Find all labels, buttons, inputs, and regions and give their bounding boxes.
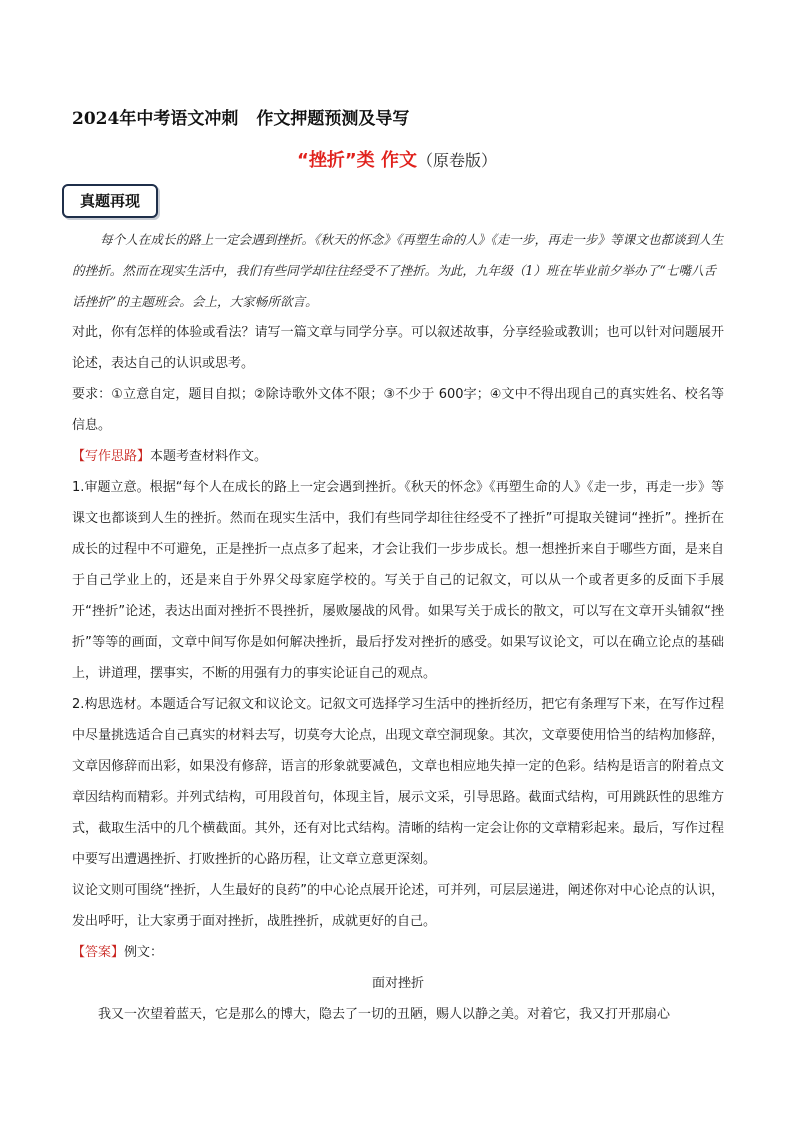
subtitle-topic: “挫折”类 作文 [297,150,417,171]
section-heading: 真题再现 [79,192,140,210]
prompt-material: 每个人在成长的路上一定会遇到挫折。《秋天的怀念》《再塑生命的人》《走一步，再走一步》等课文也都谈到人生的挫折。然而在现实生活中，我们有些同学却往往经受不了挫折。为此，九年级（1）班在毕业前夕举办了“七嘴八舌话挫折”的主题班会。会上，大家畅所欲言。 [72,232,724,309]
section-heading-box [62,184,158,218]
essay-first-line: 我又一次望着蓝天，它是那么的博大，隐去了一切的丑陋，赐人以静之美。对着它，我又打开那扇心 [98,1007,671,1022]
analysis-point-1: 1.审题立意。根据“每个人在成长的路上一定会遇到挫折。《秋天的怀念》《再塑生命的人》《走一步，再走一步》等课文也都谈到人生的挫折。然而在现实生活中，我们有些同学却往往经受不了挫折”可提取关键词“挫折”。挫折在成长的过程中不可避免，正是挫折一点点多了起来，才会让我们一步步成长。想一想挫折来自于哪些方面，是来自于自己学业上的，还是来自于外界父母家庭学校的。写关于自己的记叙文，可以从一个或者更多的反面下手展开“挫折”论述，表达出面对挫折不畏挫折，屡败屡战的风骨。如果写关于成长的散文，可以写在文章开头铺叙“挫折”等等的画面，文章中间写你是如何解决挫折，最后抒发对挫折的感受。如果写议论文，可以在确立论点的基础上，讲道理，摆事实，不断的用强有力的事实论证自己的观点。 [72,480,724,681]
document-title-part2: 作文押题预测及导写 [256,109,410,129]
answer-heading [72,937,724,968]
essay-title: 面对挫折 [371,976,424,991]
document-title-part1: 2024年中考语文冲刺 [72,109,239,129]
prompt-task: 对此，你有怎样的体验或看法？请写一篇文章与同学分享。可以叙述故事，分享经验或教训；也可以针对问题展开论述，表达自己的认识或思考。 [72,325,724,371]
subtitle-version: （原卷版） [416,151,497,170]
document-body [72,224,724,1030]
analysis-label: 【写作思路】 [72,449,151,464]
analysis-intro: 本题考查材料作文。 [150,449,268,464]
analysis-point-3: 议论文则可围绕“挫折，人生最好的良药”的中心论点展开论述，可并列，可层层递进，阐述你对中心论点的认识，发出呼吁，让大家勇于面对挫折，战胜挫折，成就更好的自己。 [72,883,724,929]
document-subtitle [0,146,794,172]
answer-label: 【答案】 [72,945,125,960]
answer-intro: 例文： [124,945,164,960]
analysis-heading [72,441,724,472]
prompt-requirements: 要求：①立意自定，题目自拟；②除诗歌外文体不限；③不少于 600字；④文中不得出现自己的真实姓名、校名等信息。 [72,387,724,433]
analysis-point-2: 2.构思选材。本题适合写记叙文和议论文。记叙文可选择学习生活中的挫折经历，把它有条理写下来，在写作过程中尽量挑选适合自己真实的材料去写，切莫夸大论点，出现文章空洞现象。其次，文章要使用恰当的结构加修辞，文章因修辞而出彩，如果没有修辞，语言的形象就要减色，文章也相应地失掉一定的色彩。结构是语言的附着点文章因结构而精彩。并列式结构，可用段首句，体现主旨，展示文采，引导思路。截面式结构，可用跳跃性的思维方式，截取生活中的几个横截面。其外，还有对比式结构。清晰的结构一定会让你的文章精彩起来。最后，写作过程中要写出遭遇挫折、打败挫折的心路历程，让文章立意更深刻。 [72,697,724,867]
document-title [72,104,409,129]
